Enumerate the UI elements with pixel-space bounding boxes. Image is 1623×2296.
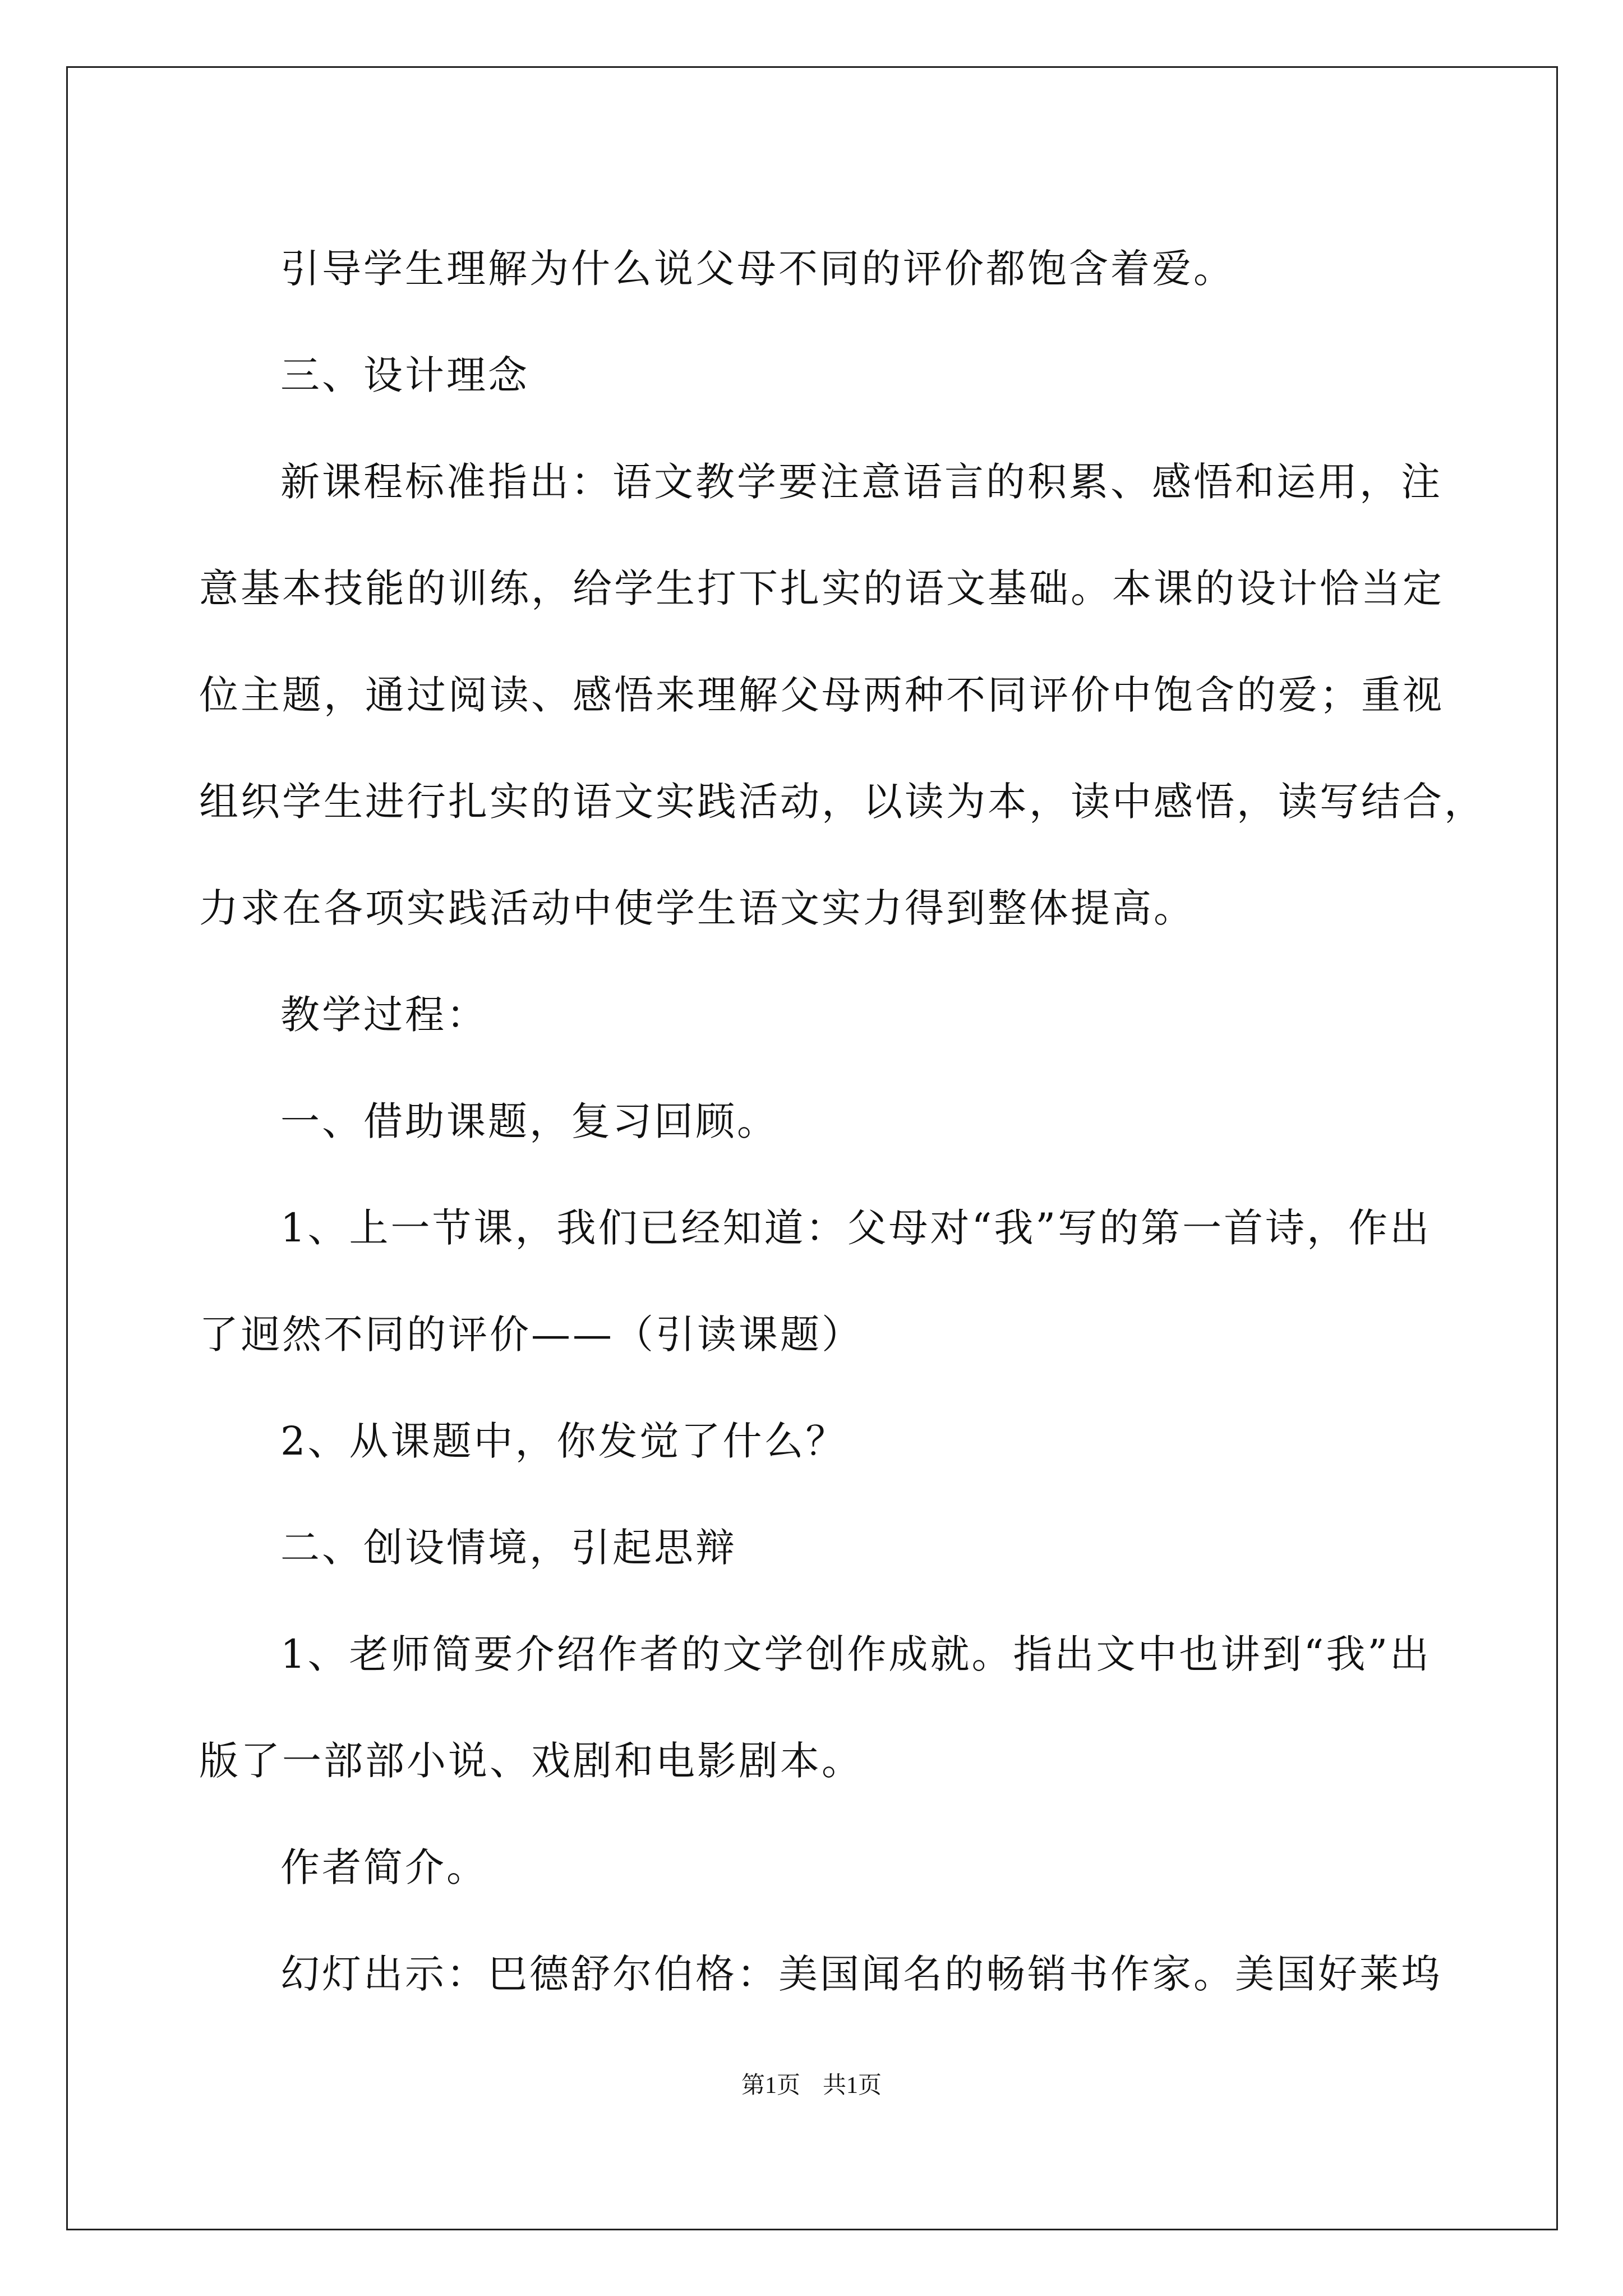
paragraph-line: 引导学生理解为什么说父母不同的评价都饱含着爱。 <box>280 246 1235 292</box>
page-number-current: 第1页 <box>741 2073 800 2099</box>
paragraph-line: 位主题，通过阅读、感悟来理解父母两种不同评价中饱含的爱；重视 <box>199 672 1444 718</box>
document-body <box>199 215 1486 2027</box>
section-heading: 教学过程： <box>280 992 488 1038</box>
section-heading: 二、创设情境，引起思辩 <box>280 1525 737 1571</box>
paragraph-line: 作者简介。 <box>280 1844 488 1890</box>
paragraph-line: 版了一部部小说、戏剧和电影剧本。 <box>199 1738 863 1784</box>
paragraph-line: 新课程标准指出：语文教学要注意语言的积累、感悟和运用，注 <box>280 459 1442 505</box>
paragraph-line: 力求在各项实践活动中使学生语文实力得到整体提高。 <box>199 885 1195 931</box>
page-footer <box>0 2069 1623 2102</box>
paragraph-line: 了迥然不同的评价——（引读课题） <box>199 1312 863 1358</box>
paragraph-line: 1、老师简要介绍作者的文学创作成就。指出文中也讲到“我”出 <box>280 1631 1432 1677</box>
paragraph-line: 幻灯出示：巴德舒尔伯格：美国闻名的畅销书作家。美国好莱坞 <box>280 1951 1442 1997</box>
page-number-total: 共1页 <box>823 2073 882 2099</box>
paragraph-line: 2、从课题中，你发觉了什么？ <box>280 1418 847 1464</box>
paragraph-line: 1、上一节课，我们已经知道：父母对“我”写的第一首诗，作出 <box>280 1205 1432 1251</box>
paragraph-line: 组织学生进行扎实的语文实践活动，以读为本，读中感悟，读写结合， <box>199 779 1486 825</box>
section-heading: 三、设计理念 <box>280 352 529 398</box>
paragraph-line: 意基本技能的训练，给学生打下扎实的语文基础。本课的设计恰当定 <box>199 565 1444 611</box>
section-heading: 一、借助课题，复习回顾。 <box>280 1098 778 1144</box>
